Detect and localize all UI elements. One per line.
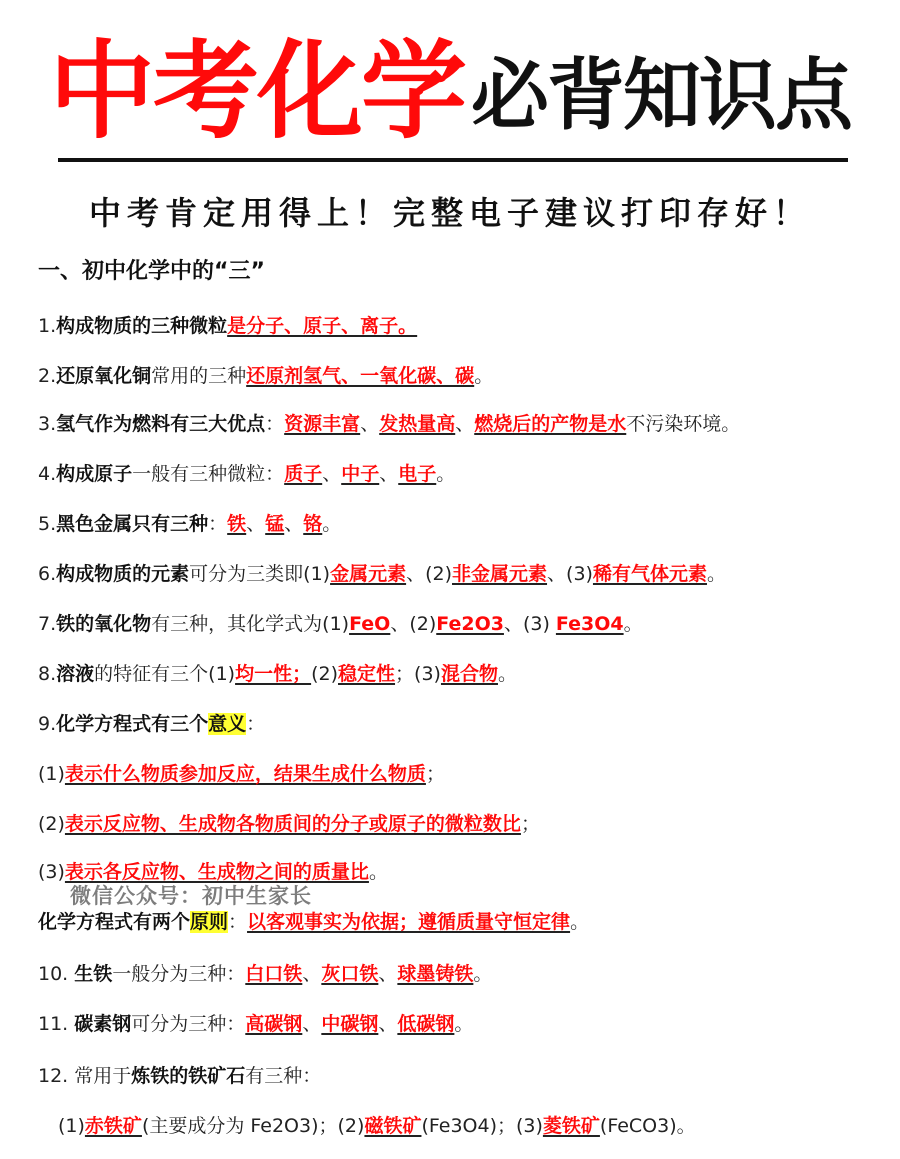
knowledge-item: [38, 810, 540, 838]
highlight-text: 意义: [208, 713, 247, 735]
knowledge-item: [38, 710, 265, 738]
item-text: 9.: [38, 713, 57, 735]
knowledge-item: [38, 510, 341, 538]
item-text: 、: [246, 513, 266, 535]
item-text: (Fe3O4)；(3): [421, 1115, 543, 1137]
item-text: 。: [368, 861, 388, 883]
knowledge-item: [38, 1010, 473, 1038]
item-text: 常用的三种: [151, 365, 247, 387]
item-text: 。: [497, 663, 517, 685]
watermark: 微信公众号：初中生家长: [70, 884, 312, 908]
answer-text: 稳定性: [338, 663, 396, 685]
answer-text: FeO: [349, 613, 391, 635]
answer-text: 资源丰富: [284, 413, 361, 435]
item-text: 2.: [38, 365, 57, 387]
answer-text: 白口铁: [245, 963, 303, 985]
item-text: 、: [378, 963, 398, 985]
answer-text: 赤铁矿: [84, 1115, 142, 1137]
item-text: ：: [208, 513, 228, 535]
item-text: (1): [58, 1115, 85, 1137]
answer-text: 燃烧后的产物是水: [474, 413, 627, 435]
item-text: 化学方程式有三个: [56, 713, 209, 735]
knowledge-item: [38, 760, 445, 788]
knowledge-item: [38, 908, 589, 936]
knowledge-item: [38, 1062, 321, 1090]
answer-text: 质子: [284, 463, 323, 485]
item-text: 可分为三类即(1): [189, 563, 331, 585]
item-text: 、(3): [547, 563, 593, 585]
knowledge-item: [38, 460, 455, 488]
item-text: 铁的氧化物: [56, 613, 152, 635]
item-text: 氢气作为燃料有三大优点: [56, 413, 266, 435]
item-text: 、(2): [406, 563, 453, 585]
item-text: 有三种：: [245, 1065, 322, 1087]
item-text: 黑色金属只有三种: [56, 513, 209, 535]
item-text: 不污染环境。: [626, 413, 741, 435]
answer-text: 还原剂氢气、一氧化碳、碳: [246, 365, 475, 387]
item-text: (3): [38, 861, 65, 883]
item-text: 构成原子: [56, 463, 133, 485]
item-text: ：: [265, 413, 285, 435]
item-text: 构成物质的元素: [56, 563, 190, 585]
item-text: (2): [38, 813, 65, 835]
item-text: 可分为三种：: [131, 1013, 246, 1035]
item-text: ：: [246, 713, 266, 735]
answer-text: 以客观事实为依据；遵循质量守恒定律: [247, 911, 571, 933]
item-text: 5.: [38, 513, 57, 535]
knowledge-item: [58, 1112, 696, 1140]
answer-text: 菱铁矿: [542, 1115, 600, 1137]
answer-text: 均一性；: [235, 663, 312, 685]
item-text: ；(3): [395, 663, 441, 685]
answer-text: Fe2O3: [436, 613, 504, 635]
item-text: 一般分为三种：: [112, 963, 246, 985]
item-text: 8.: [38, 663, 57, 685]
answer-text: 非金属元素: [452, 563, 548, 585]
title-black-part: 必背知识点: [470, 50, 851, 141]
knowledge-item: [38, 960, 492, 988]
item-text: 、(3): [503, 613, 556, 635]
item-text: (主要成分为 Fe2O3)；(2): [141, 1115, 365, 1137]
answer-text: 金属元素: [330, 563, 407, 585]
item-text: 有三种，其化学式为(1): [151, 613, 350, 635]
answer-text: 低碳钢: [397, 1013, 455, 1035]
item-text: 溶液: [56, 663, 95, 685]
item-text: ；: [520, 813, 540, 835]
item-text: 构成物质的三种微粒: [56, 315, 228, 337]
item-text: 。: [570, 911, 590, 933]
item-text: 炼铁的铁矿石: [131, 1065, 246, 1087]
item-text: ；: [425, 763, 445, 785]
item-text: 、: [379, 463, 399, 485]
item-text: 。: [322, 513, 342, 535]
answer-text: 表示什么物质参加反应，结果生成什么物质: [64, 763, 426, 785]
answer-text: 磁铁矿: [364, 1115, 422, 1137]
item-text: 、: [302, 1013, 322, 1035]
answer-text: 混合物: [440, 663, 498, 685]
item-text: 、: [322, 463, 342, 485]
subtitle: 中考肯定用得上！完整电子建议打印存好！: [88, 194, 811, 232]
item-text: 6.: [38, 563, 57, 585]
answer-text: 铁: [227, 513, 247, 535]
item-text: 、: [284, 513, 304, 535]
item-text: 、: [360, 413, 380, 435]
item-text: 11.: [38, 1013, 75, 1035]
knowledge-item: [38, 560, 726, 588]
item-text: 还原氧化铜: [56, 365, 152, 387]
item-text: 3.: [38, 413, 57, 435]
item-text: 生铁: [74, 963, 113, 985]
answer-text: Fe3O4: [555, 613, 624, 635]
item-text: 、: [378, 1013, 398, 1035]
item-text: 。: [706, 563, 726, 585]
answer-text: 铬: [303, 513, 323, 535]
answer-text: 中子: [341, 463, 380, 485]
item-text: 一、初中化学中的“三”: [38, 259, 265, 284]
answer-text: 表示反应物、生成物各物质间的分子或原子的微粒数比: [64, 813, 521, 835]
title-red-part: 中考化学: [48, 30, 465, 153]
knowledge-item: [38, 312, 417, 340]
item-text: 1.: [38, 315, 57, 337]
item-text: 。: [454, 1013, 474, 1035]
item-text: 碳素钢: [74, 1013, 132, 1035]
knowledge-item: [38, 410, 740, 438]
answer-text: 球墨铸铁: [397, 963, 474, 985]
item-text: (FeCO3)。: [599, 1115, 696, 1137]
item-text: 。: [473, 963, 493, 985]
item-text: 。: [474, 365, 494, 387]
knowledge-item: [38, 610, 643, 638]
answer-text: 表示各反应物、生成物之间的质量比: [64, 861, 369, 883]
item-text: (1): [38, 763, 65, 785]
answer-text: 稀有气体元素: [592, 563, 707, 585]
answer-text: 中碳钢: [321, 1013, 379, 1035]
knowledge-item: [38, 362, 493, 390]
item-text: 4.: [38, 463, 57, 485]
item-text: 12. 常用于: [38, 1065, 132, 1087]
highlight-text: 原则: [190, 911, 229, 933]
answer-text: 发热量高: [379, 413, 456, 435]
answer-text: 高碳钢: [245, 1013, 303, 1035]
item-text: 10.: [38, 963, 75, 985]
item-text: ：: [228, 911, 248, 933]
item-text: 。: [436, 463, 456, 485]
section-heading: [38, 258, 265, 286]
item-text: 、(2): [390, 613, 437, 635]
item-text: 7.: [38, 613, 57, 635]
item-text: 化学方程式有两个: [38, 911, 191, 933]
item-text: (2): [311, 663, 339, 685]
item-text: 的特征有三个(1): [94, 663, 236, 685]
knowledge-item: [38, 660, 517, 688]
answer-text: 是分子、原子、离子。: [227, 315, 418, 337]
item-text: 。: [623, 613, 643, 635]
item-text: 、: [302, 963, 322, 985]
answer-text: 灰口铁: [321, 963, 379, 985]
item-text: 、: [455, 413, 475, 435]
answer-text: 锰: [265, 513, 285, 535]
item-text: 一般有三种微粒：: [132, 463, 285, 485]
answer-text: 电子: [398, 463, 437, 485]
